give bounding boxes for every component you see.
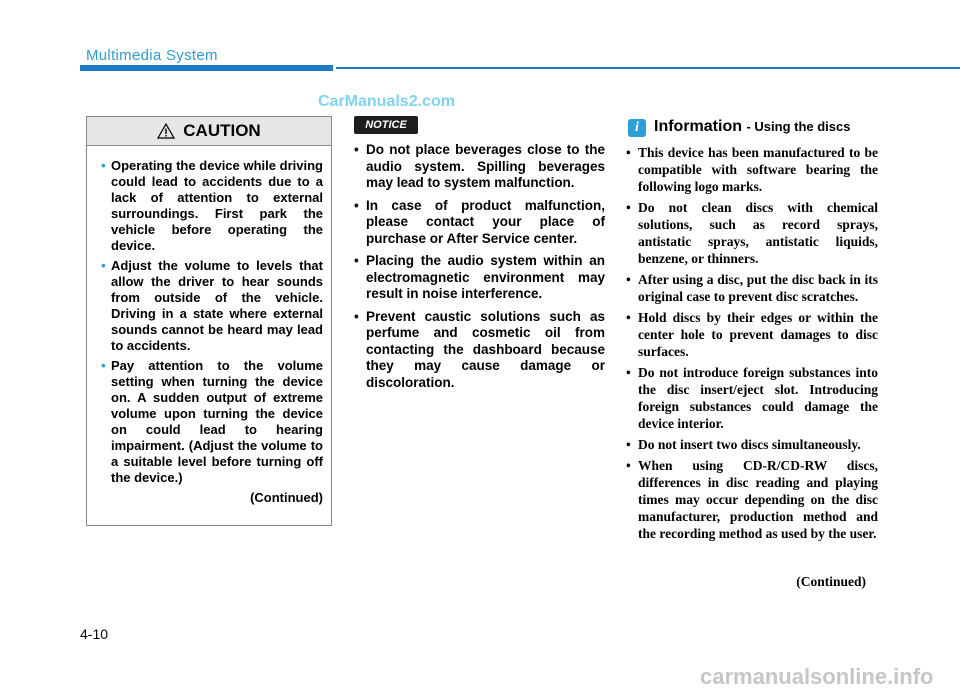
section-title: Multimedia System [86, 47, 218, 64]
header-rule-thin [336, 67, 960, 69]
info-item: • Hold discs by their edges or within the center hole to prevent damages to disc surfaces. [626, 310, 878, 359]
info-item: • This device has been manufactured to be compatible with software bearing the following logo marks. [626, 145, 878, 194]
caution-item: • Operating the device while driving could lead to accidents due to a lack of attention to external surroundings. First park the vehicle before operating the device. [101, 158, 323, 253]
caution-box [86, 116, 332, 526]
info-item: • Do not clean discs with chemical solutions, such as record sprays, antistatic sprays, antistatic liquids, benzene, or thinners. [626, 200, 878, 266]
bullet-icon: • [101, 258, 106, 273]
caution-continued: (Continued) [250, 490, 323, 505]
info-subtitle: - Using the discs [746, 119, 851, 134]
bullet-icon: • [626, 200, 631, 215]
bullet-icon: • [626, 458, 631, 473]
info-title: Information - Using the discs [654, 118, 851, 135]
watermark-top: CarManuals2.com [318, 93, 455, 110]
bullet-icon: • [626, 145, 631, 160]
notice-item: • Prevent caustic solutions such as perfume and cosmetic oil from contacting the dashboard because they may cause damage or discoloration. [354, 308, 605, 390]
watermark-bottom: carmanualsonline.info [700, 664, 934, 689]
info-item: • Do not introduce foreign substances into the disc insert/eject slot. Introducing foreign substances could damage the device interior. [626, 365, 878, 431]
bullet-icon: • [626, 365, 631, 380]
bullet-icon: • [354, 197, 359, 213]
bullet-icon: • [101, 158, 106, 173]
notice-item: • Do not place beverages close to the audio system. Spilling beverages may lead to system malfunction. [354, 142, 605, 190]
info-item: • After using a disc, put the disc back in its original case to prevent disc scratches. [626, 272, 878, 304]
bullet-icon: • [626, 310, 631, 325]
notice-badge: NOTICE [354, 116, 418, 134]
bullet-icon: • [101, 358, 106, 373]
bullet-icon: • [626, 272, 631, 287]
bullet-icon: • [354, 142, 359, 157]
notice-item: • In case of product malfunction, please contact your place of purchase or After Service center. [354, 197, 605, 246]
caution-title: CAUTION [183, 121, 261, 140]
info-list [622, 144, 878, 546]
info-icon: i [628, 119, 646, 137]
notice-list [354, 142, 605, 397]
bullet-icon: • [354, 253, 359, 268]
page-number: 4-10 [80, 626, 109, 642]
info-continued: (Continued) [796, 574, 866, 589]
notice-item: • Placing the audio system within an electromagnetic environment may result in noise interference. [354, 253, 605, 301]
bullet-icon: • [626, 437, 631, 452]
bullet-icon: • [354, 308, 359, 324]
header-rule-thick [80, 65, 333, 71]
warning-triangle-icon [157, 123, 175, 139]
caution-header [87, 117, 331, 146]
caution-list [87, 146, 331, 486]
caution-item: • Pay attention to the volume setting when turning the device on. A sudden output of extreme volume upon turning the device on could lead to hearing impairment. (Adjust the volume to a suitable level before turning off the device.) [101, 358, 323, 485]
info-item: • Do not insert two discs simultaneously. [626, 437, 861, 452]
caution-item: • Adjust the volume to levels that allow the driver to hear sounds from outside of the vehicle. Driving in a state where external sounds cannot be heard may lead to accidents. [101, 258, 323, 353]
info-item: • When using CD-R/CD-RW discs, differences in disc reading and playing times may occur depending on the disc manufacturer, production method and the recording method as used by the user. [626, 458, 878, 541]
